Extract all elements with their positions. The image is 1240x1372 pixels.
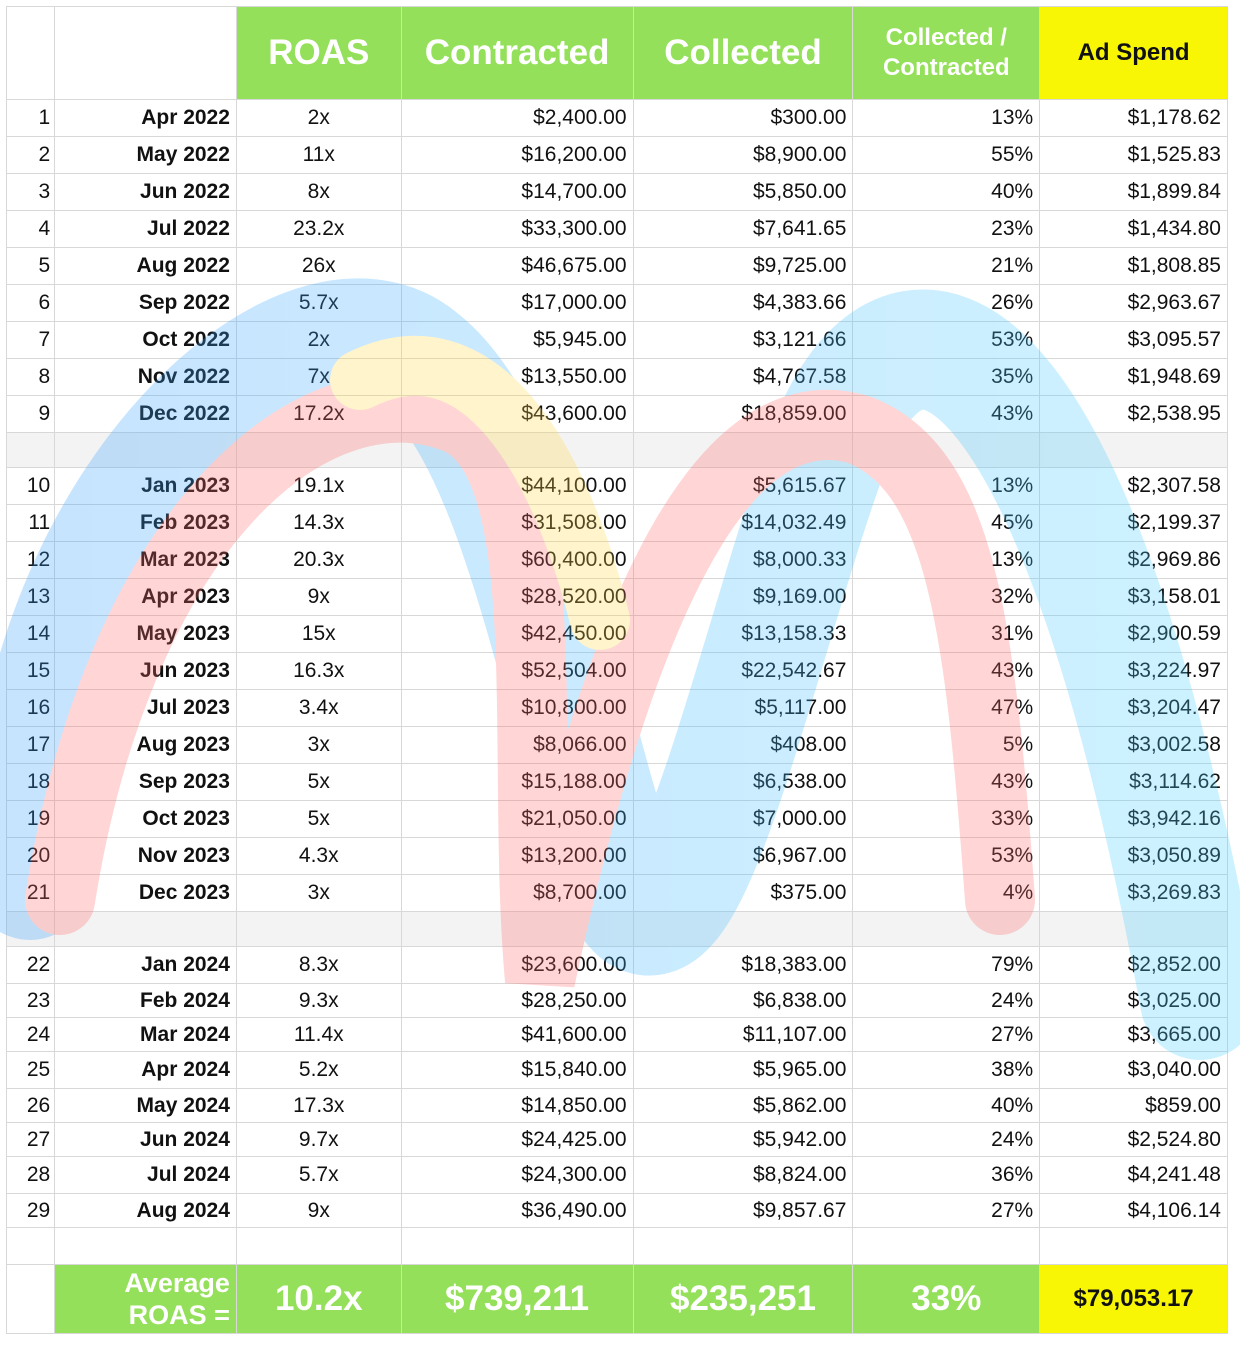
empty-cell[interactable] <box>1040 912 1228 947</box>
contracted-cell[interactable]: $60,400.00 <box>401 542 633 579</box>
totals-row-number-cell[interactable] <box>7 1265 55 1334</box>
header-ratio-line2: Contracted <box>882 54 1010 81</box>
collected-ratio-cell[interactable]: 13% <box>853 468 1040 505</box>
collected-ratio-cell[interactable]: 26% <box>853 285 1040 322</box>
collected-ratio-cell[interactable]: 43% <box>853 653 1040 690</box>
collected-ratio-cell[interactable]: 31% <box>853 616 1040 653</box>
month-cell[interactable]: Mar 2024 <box>55 1018 237 1052</box>
month-cell[interactable]: Jul 2024 <box>55 1157 237 1194</box>
table-row <box>7 322 1228 359</box>
collected-cell[interactable]: $5,117.00 <box>633 690 853 727</box>
collected-ratio-cell[interactable]: 24% <box>853 1123 1040 1157</box>
contracted-cell[interactable]: $14,700.00 <box>401 174 633 211</box>
collected-cell[interactable]: $9,857.67 <box>633 1194 853 1228</box>
contracted-cell[interactable]: $15,188.00 <box>401 764 633 801</box>
collected-ratio-cell[interactable]: 5% <box>853 727 1040 764</box>
month-cell[interactable]: Mar 2023 <box>55 542 237 579</box>
collected-cell[interactable]: $7,641.65 <box>633 211 853 248</box>
ad-spend-cell[interactable]: $2,199.37 <box>1040 505 1228 542</box>
contracted-cell[interactable]: $14,850.00 <box>401 1089 633 1123</box>
roas-cell[interactable]: 7x <box>236 359 401 396</box>
roas-cell[interactable]: 11x <box>236 137 401 174</box>
contracted-cell[interactable]: $8,066.00 <box>401 727 633 764</box>
table-row <box>7 947 1228 984</box>
collected-ratio-cell[interactable]: 45% <box>853 505 1040 542</box>
collected-cell[interactable]: $6,538.00 <box>633 764 853 801</box>
table-row <box>7 579 1228 616</box>
collected-ratio-cell[interactable]: 21% <box>853 248 1040 285</box>
month-cell[interactable]: May 2023 <box>55 616 237 653</box>
header-blank-cell[interactable] <box>55 7 237 100</box>
roas-cell[interactable]: 14.3x <box>236 505 401 542</box>
table-row <box>7 174 1228 211</box>
collected-cell[interactable]: $18,383.00 <box>633 947 853 984</box>
contracted-cell[interactable]: $2,400.00 <box>401 100 633 137</box>
average-label-line2: ROAS = <box>128 1300 230 1330</box>
row-number-cell[interactable]: 9 <box>7 396 55 433</box>
month-cell[interactable]: Jul 2023 <box>55 690 237 727</box>
row-number-cell[interactable]: 7 <box>7 322 55 359</box>
empty-cell[interactable] <box>236 433 401 468</box>
contracted-cell[interactable]: $5,945.00 <box>401 322 633 359</box>
month-cell[interactable]: Apr 2023 <box>55 579 237 616</box>
table-row <box>7 764 1228 801</box>
collected-cell[interactable]: $5,942.00 <box>633 1123 853 1157</box>
empty-cell[interactable] <box>633 433 853 468</box>
collected-ratio-cell[interactable]: 43% <box>853 764 1040 801</box>
row-number-cell[interactable]: 10 <box>7 468 55 505</box>
collected-cell[interactable]: $8,900.00 <box>633 137 853 174</box>
table-row <box>7 100 1228 137</box>
month-cell[interactable]: Jan 2023 <box>55 468 237 505</box>
header-collected[interactable]: Collected <box>633 7 853 100</box>
month-cell[interactable]: Feb 2024 <box>55 984 237 1018</box>
contracted-cell[interactable]: $41,600.00 <box>401 1018 633 1052</box>
totals-row <box>7 1265 1228 1334</box>
empty-cell[interactable] <box>633 912 853 947</box>
roas-cell[interactable]: 2x <box>236 100 401 137</box>
ad-spend-cell[interactable]: $3,040.00 <box>1040 1052 1228 1089</box>
table-row <box>7 1123 1228 1157</box>
ad-spend-cell[interactable]: $1,525.83 <box>1040 137 1228 174</box>
roas-cell[interactable]: 5x <box>236 764 401 801</box>
month-cell[interactable]: May 2022 <box>55 137 237 174</box>
month-cell[interactable]: Nov 2022 <box>55 359 237 396</box>
collected-ratio-cell[interactable]: 23% <box>853 211 1040 248</box>
ad-spend-cell[interactable]: $4,241.48 <box>1040 1157 1228 1194</box>
row-number-cell[interactable]: 18 <box>7 764 55 801</box>
collected-ratio-cell[interactable]: 27% <box>853 1194 1040 1228</box>
month-cell[interactable]: Oct 2023 <box>55 801 237 838</box>
contracted-cell[interactable]: $16,200.00 <box>401 137 633 174</box>
table-row <box>7 1052 1228 1089</box>
spreadsheet-table <box>6 6 1228 1334</box>
month-cell[interactable]: Apr 2022 <box>55 100 237 137</box>
header-ad-spend[interactable]: Ad Spend <box>1040 7 1228 100</box>
empty-cell[interactable] <box>55 433 237 468</box>
collected-cell[interactable]: $4,767.58 <box>633 359 853 396</box>
row-number-cell[interactable]: 26 <box>7 1089 55 1123</box>
roas-cell[interactable]: 17.2x <box>236 396 401 433</box>
table-row <box>7 838 1228 875</box>
collected-ratio-cell[interactable]: 38% <box>853 1052 1040 1089</box>
collected-cell[interactable]: $6,838.00 <box>633 984 853 1018</box>
table-row <box>7 801 1228 838</box>
row-number-cell[interactable]: 24 <box>7 1018 55 1052</box>
ad-spend-cell[interactable]: $2,524.80 <box>1040 1123 1228 1157</box>
collected-cell[interactable]: $22,542.67 <box>633 653 853 690</box>
contracted-cell[interactable]: $15,840.00 <box>401 1052 633 1089</box>
roas-cell[interactable]: 11.4x <box>236 1018 401 1052</box>
table-row <box>7 1194 1228 1228</box>
roas-cell[interactable]: 3x <box>236 727 401 764</box>
ad-spend-cell[interactable]: $3,204.47 <box>1040 690 1228 727</box>
empty-cell[interactable] <box>236 912 401 947</box>
table-row <box>7 1157 1228 1194</box>
collected-ratio-cell[interactable]: 35% <box>853 359 1040 396</box>
collected-cell[interactable]: $375.00 <box>633 875 853 912</box>
contracted-cell[interactable]: $36,490.00 <box>401 1194 633 1228</box>
collected-ratio-cell[interactable]: 24% <box>853 984 1040 1018</box>
collected-cell[interactable]: $7,000.00 <box>633 801 853 838</box>
table-row <box>7 211 1228 248</box>
ad-spend-cell[interactable]: $859.00 <box>1040 1089 1228 1123</box>
empty-cell[interactable] <box>853 1228 1040 1265</box>
collected-ratio-cell[interactable]: 27% <box>853 1018 1040 1052</box>
roas-cell[interactable]: 15x <box>236 616 401 653</box>
collected-cell[interactable]: $13,158.33 <box>633 616 853 653</box>
collected-cell[interactable]: $14,032.49 <box>633 505 853 542</box>
ad-spend-cell[interactable]: $2,969.86 <box>1040 542 1228 579</box>
row-number-cell[interactable]: 22 <box>7 947 55 984</box>
contracted-cell[interactable]: $13,200.00 <box>401 838 633 875</box>
collected-cell[interactable]: $9,725.00 <box>633 248 853 285</box>
table-row <box>7 137 1228 174</box>
row-number-cell[interactable]: 29 <box>7 1194 55 1228</box>
table-row <box>7 1018 1228 1052</box>
empty-cell[interactable] <box>7 433 55 468</box>
collected-ratio-cell[interactable]: 47% <box>853 690 1040 727</box>
total-collected[interactable]: $235,251 <box>633 1265 853 1334</box>
gap-row <box>7 912 1228 947</box>
roas-cell[interactable]: 4.3x <box>236 838 401 875</box>
ad-spend-cell[interactable]: $4,106.14 <box>1040 1194 1228 1228</box>
table-row <box>7 285 1228 322</box>
collected-ratio-cell[interactable]: 40% <box>853 174 1040 211</box>
empty-cell[interactable] <box>401 433 633 468</box>
row-number-cell[interactable]: 11 <box>7 505 55 542</box>
row-number-cell[interactable]: 4 <box>7 211 55 248</box>
empty-cell[interactable] <box>853 912 1040 947</box>
empty-cell[interactable] <box>55 1228 237 1265</box>
month-cell[interactable]: Dec 2023 <box>55 875 237 912</box>
contracted-cell[interactable]: $44,100.00 <box>401 468 633 505</box>
ad-spend-cell[interactable]: $1,178.62 <box>1040 100 1228 137</box>
collected-ratio-cell[interactable]: 53% <box>853 838 1040 875</box>
ad-spend-cell[interactable]: $2,852.00 <box>1040 947 1228 984</box>
month-cell[interactable]: Aug 2022 <box>55 248 237 285</box>
month-cell[interactable]: Nov 2023 <box>55 838 237 875</box>
collected-ratio-cell[interactable]: 4% <box>853 875 1040 912</box>
header-ratio-line1: Collected / <box>885 24 1007 51</box>
header-contracted[interactable]: Contracted <box>401 7 633 100</box>
row-number-cell[interactable]: 8 <box>7 359 55 396</box>
month-cell[interactable]: Jan 2024 <box>55 947 237 984</box>
ad-spend-cell[interactable]: $3,025.00 <box>1040 984 1228 1018</box>
collected-cell[interactable]: $5,965.00 <box>633 1052 853 1089</box>
ad-spend-cell[interactable]: $1,899.84 <box>1040 174 1228 211</box>
roas-cell[interactable]: 8.3x <box>236 947 401 984</box>
roas-cell[interactable]: 26x <box>236 248 401 285</box>
contracted-cell[interactable]: $52,504.00 <box>401 653 633 690</box>
collected-cell[interactable]: $5,862.00 <box>633 1089 853 1123</box>
total-ad-spend[interactable]: $79,053.17 <box>1040 1265 1228 1334</box>
ad-spend-cell[interactable]: $1,434.80 <box>1040 211 1228 248</box>
collected-cell[interactable]: $6,967.00 <box>633 838 853 875</box>
month-cell[interactable]: Sep 2022 <box>55 285 237 322</box>
row-number-cell[interactable]: 21 <box>7 875 55 912</box>
contracted-cell[interactable]: $21,050.00 <box>401 801 633 838</box>
row-number-cell[interactable]: 17 <box>7 727 55 764</box>
ad-spend-cell[interactable]: $1,948.69 <box>1040 359 1228 396</box>
average-roas-label[interactable] <box>55 1265 237 1334</box>
contracted-cell[interactable]: $46,675.00 <box>401 248 633 285</box>
collected-cell[interactable]: $18,859.00 <box>633 396 853 433</box>
ad-spend-cell[interactable]: $2,307.58 <box>1040 468 1228 505</box>
collected-cell[interactable]: $5,615.67 <box>633 468 853 505</box>
row-number-cell[interactable]: 15 <box>7 653 55 690</box>
collected-ratio-cell[interactable]: 36% <box>853 1157 1040 1194</box>
contracted-cell[interactable]: $24,425.00 <box>401 1123 633 1157</box>
empty-cell[interactable] <box>7 1228 55 1265</box>
row-number-cell[interactable]: 1 <box>7 100 55 137</box>
roas-cell[interactable]: 19.1x <box>236 468 401 505</box>
contracted-cell[interactable]: $8,700.00 <box>401 875 633 912</box>
total-contracted[interactable]: $739,211 <box>401 1265 633 1334</box>
row-number-cell[interactable]: 23 <box>7 984 55 1018</box>
table-row <box>7 359 1228 396</box>
contracted-cell[interactable]: $23,600.00 <box>401 947 633 984</box>
roas-cell[interactable]: 20.3x <box>236 542 401 579</box>
roas-cell[interactable]: 5x <box>236 801 401 838</box>
collected-cell[interactable]: $3,121.66 <box>633 322 853 359</box>
collected-cell[interactable]: $408.00 <box>633 727 853 764</box>
collected-ratio-cell[interactable]: 13% <box>853 542 1040 579</box>
roas-cell[interactable]: 3x <box>236 875 401 912</box>
table-row <box>7 984 1228 1018</box>
ad-spend-cell[interactable]: $1,808.85 <box>1040 248 1228 285</box>
header-roas[interactable]: ROAS <box>236 7 401 100</box>
collected-ratio-cell[interactable]: 40% <box>853 1089 1040 1123</box>
ad-spend-cell[interactable]: $3,942.16 <box>1040 801 1228 838</box>
month-cell[interactable]: May 2024 <box>55 1089 237 1123</box>
collected-ratio-cell[interactable]: 79% <box>853 947 1040 984</box>
average-label-line1: Average <box>124 1268 230 1298</box>
ad-spend-cell[interactable]: $3,224.97 <box>1040 653 1228 690</box>
contracted-cell[interactable]: $10,800.00 <box>401 690 633 727</box>
month-cell[interactable]: Oct 2022 <box>55 322 237 359</box>
gap-row <box>7 1228 1228 1265</box>
row-number-cell[interactable]: 25 <box>7 1052 55 1089</box>
row-number-cell[interactable]: 19 <box>7 801 55 838</box>
ad-spend-cell[interactable]: $3,095.57 <box>1040 322 1228 359</box>
month-cell[interactable]: Apr 2024 <box>55 1052 237 1089</box>
contracted-cell[interactable]: $24,300.00 <box>401 1157 633 1194</box>
ad-spend-cell[interactable]: $2,538.95 <box>1040 396 1228 433</box>
collected-cell[interactable]: $9,169.00 <box>633 579 853 616</box>
month-cell[interactable]: Feb 2023 <box>55 505 237 542</box>
roas-cell[interactable]: 17.3x <box>236 1089 401 1123</box>
contracted-cell[interactable]: $28,520.00 <box>401 579 633 616</box>
roas-cell[interactable]: 3.4x <box>236 690 401 727</box>
ad-spend-cell[interactable]: $3,114.62 <box>1040 764 1228 801</box>
collected-ratio-cell[interactable]: 13% <box>853 100 1040 137</box>
collected-ratio-cell[interactable]: 53% <box>853 322 1040 359</box>
row-number-cell[interactable]: 14 <box>7 616 55 653</box>
month-cell[interactable]: Jun 2024 <box>55 1123 237 1157</box>
table-row <box>7 616 1228 653</box>
collected-cell[interactable]: $5,850.00 <box>633 174 853 211</box>
empty-cell[interactable] <box>853 433 1040 468</box>
ad-spend-cell[interactable]: $3,665.00 <box>1040 1018 1228 1052</box>
table-row <box>7 875 1228 912</box>
total-collected-ratio[interactable]: 33% <box>853 1265 1040 1334</box>
collected-ratio-cell[interactable]: 32% <box>853 579 1040 616</box>
empty-cell[interactable] <box>633 1228 853 1265</box>
empty-cell[interactable] <box>236 1228 401 1265</box>
row-number-cell[interactable]: 6 <box>7 285 55 322</box>
contracted-cell[interactable]: $43,600.00 <box>401 396 633 433</box>
month-cell[interactable]: Aug 2024 <box>55 1194 237 1228</box>
empty-cell[interactable] <box>55 912 237 947</box>
roas-cell[interactable]: 9x <box>236 579 401 616</box>
contracted-cell[interactable]: $13,550.00 <box>401 359 633 396</box>
month-cell[interactable]: Dec 2022 <box>55 396 237 433</box>
empty-cell[interactable] <box>1040 1228 1228 1265</box>
gap-row <box>7 433 1228 468</box>
collected-ratio-cell[interactable]: 55% <box>853 137 1040 174</box>
table-row <box>7 1089 1228 1123</box>
collected-cell[interactable]: $8,824.00 <box>633 1157 853 1194</box>
header-collected-ratio[interactable] <box>853 7 1040 100</box>
ad-spend-cell[interactable]: $3,002.58 <box>1040 727 1228 764</box>
collected-cell[interactable]: $4,383.66 <box>633 285 853 322</box>
row-number-cell[interactable]: 20 <box>7 838 55 875</box>
roas-cell[interactable]: 9x <box>236 1194 401 1228</box>
ad-spend-cell[interactable]: $2,963.67 <box>1040 285 1228 322</box>
table-row <box>7 396 1228 433</box>
empty-cell[interactable] <box>401 1228 633 1265</box>
row-number-cell[interactable]: 3 <box>7 174 55 211</box>
table-row <box>7 690 1228 727</box>
roas-cell[interactable]: 8x <box>236 174 401 211</box>
month-cell[interactable]: Aug 2023 <box>55 727 237 764</box>
row-number-cell[interactable]: 13 <box>7 579 55 616</box>
month-cell[interactable]: Sep 2023 <box>55 764 237 801</box>
table-row <box>7 653 1228 690</box>
collected-cell[interactable]: $300.00 <box>633 100 853 137</box>
header-row <box>7 7 1228 100</box>
empty-cell[interactable] <box>1040 433 1228 468</box>
ad-spend-cell[interactable]: $2,900.59 <box>1040 616 1228 653</box>
row-number-cell[interactable]: 2 <box>7 137 55 174</box>
ad-spend-cell[interactable]: $3,050.89 <box>1040 838 1228 875</box>
collected-ratio-cell[interactable]: 33% <box>853 801 1040 838</box>
ad-spend-cell[interactable]: $3,269.83 <box>1040 875 1228 912</box>
month-cell[interactable]: Jul 2022 <box>55 211 237 248</box>
collected-cell[interactable]: $11,107.00 <box>633 1018 853 1052</box>
roas-cell[interactable]: 2x <box>236 322 401 359</box>
empty-cell[interactable] <box>401 912 633 947</box>
roas-cell[interactable]: 5.7x <box>236 1157 401 1194</box>
roas-cell[interactable]: 9.3x <box>236 984 401 1018</box>
row-number-cell[interactable]: 28 <box>7 1157 55 1194</box>
row-number-cell[interactable]: 5 <box>7 248 55 285</box>
row-number-cell[interactable]: 12 <box>7 542 55 579</box>
contracted-cell[interactable]: $42,450.00 <box>401 616 633 653</box>
roas-cell[interactable]: 5.7x <box>236 285 401 322</box>
roas-cell[interactable]: 5.2x <box>236 1052 401 1089</box>
contracted-cell[interactable]: $31,508.00 <box>401 505 633 542</box>
table-row <box>7 727 1228 764</box>
corner-cell[interactable] <box>7 7 55 100</box>
row-number-cell[interactable]: 27 <box>7 1123 55 1157</box>
row-number-cell[interactable]: 16 <box>7 690 55 727</box>
contracted-cell[interactable]: $33,300.00 <box>401 211 633 248</box>
collected-ratio-cell[interactable]: 43% <box>853 396 1040 433</box>
month-cell[interactable]: Jun 2023 <box>55 653 237 690</box>
roas-cell[interactable]: 16.3x <box>236 653 401 690</box>
contracted-cell[interactable]: $17,000.00 <box>401 285 633 322</box>
table-row <box>7 468 1228 505</box>
table-row <box>7 248 1228 285</box>
roas-cell[interactable]: 23.2x <box>236 211 401 248</box>
table-row <box>7 542 1228 579</box>
total-roas[interactable]: 10.2x <box>236 1265 401 1334</box>
ad-spend-cell[interactable]: $3,158.01 <box>1040 579 1228 616</box>
roas-cell[interactable]: 9.7x <box>236 1123 401 1157</box>
collected-cell[interactable]: $8,000.33 <box>633 542 853 579</box>
contracted-cell[interactable]: $28,250.00 <box>401 984 633 1018</box>
empty-cell[interactable] <box>7 912 55 947</box>
month-cell[interactable]: Jun 2022 <box>55 174 237 211</box>
table-row <box>7 505 1228 542</box>
